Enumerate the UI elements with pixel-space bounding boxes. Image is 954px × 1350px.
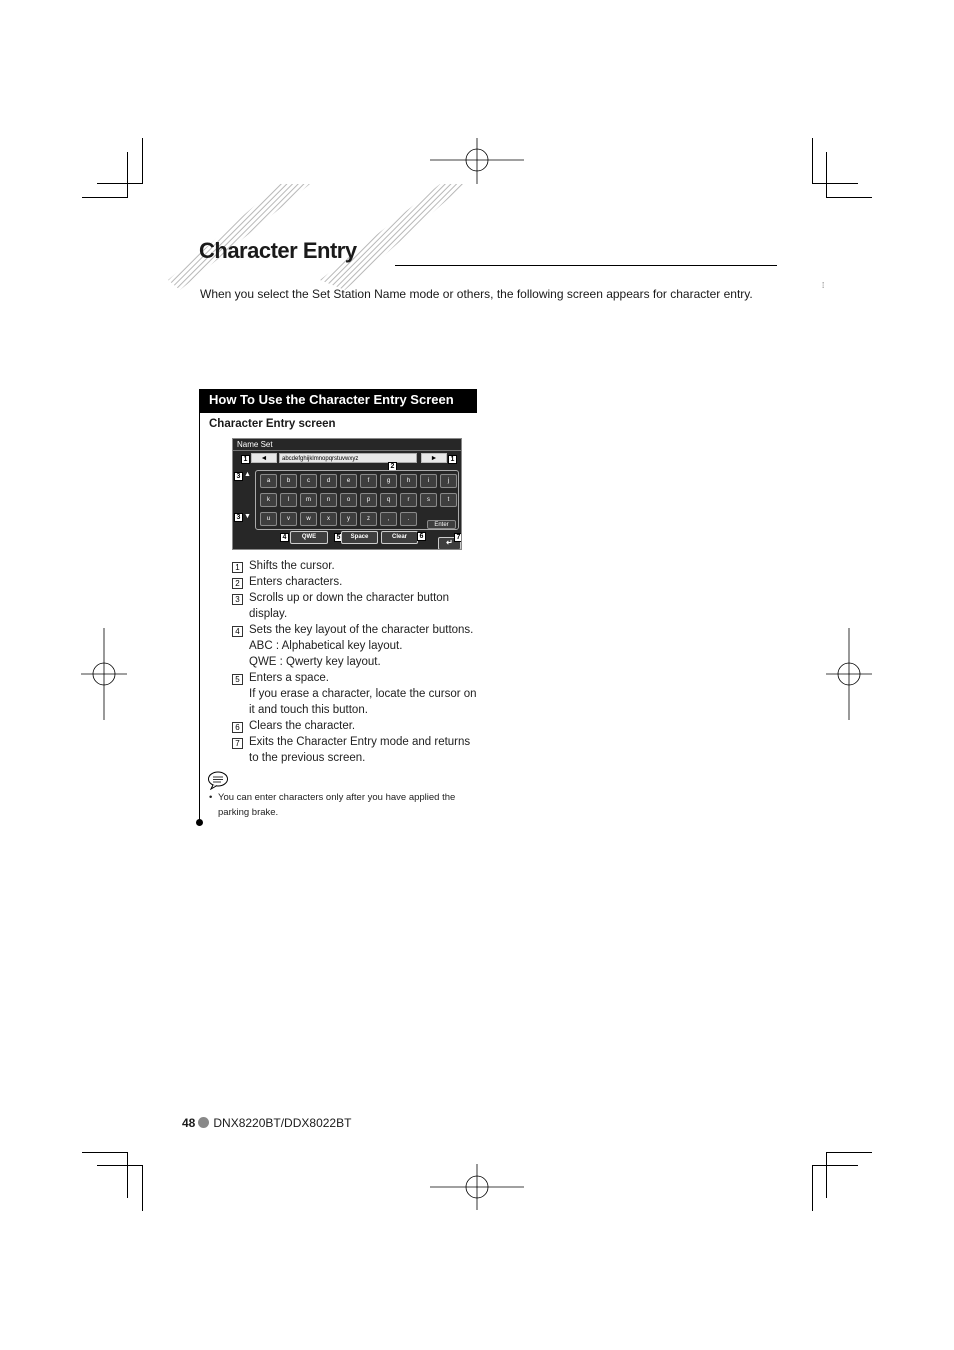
callout-4: 4 — [280, 533, 289, 542]
key-o[interactable]: o — [340, 493, 357, 507]
key-p[interactable]: p — [360, 493, 377, 507]
section-end-dot — [196, 819, 203, 826]
key-g[interactable]: g — [380, 474, 397, 488]
key-l[interactable]: l — [280, 493, 297, 507]
key-b[interactable]: b — [280, 474, 297, 488]
intro-text: When you select the Set Station Name mode or others, the following screen appears for character entry. — [200, 287, 753, 301]
key-j[interactable]: j — [440, 474, 457, 488]
screen-header-divider — [233, 450, 462, 451]
key-m[interactable]: m — [300, 493, 317, 507]
note-text-line: parking brake. — [218, 807, 279, 818]
title-rule — [395, 265, 777, 266]
cursor-left-button[interactable]: ◄ — [251, 453, 277, 463]
callout-6: 6 — [417, 532, 426, 541]
item-text: Shifts the cursor. — [249, 560, 335, 572]
screen-title: Name Set — [237, 440, 273, 449]
layout-qwe-button[interactable]: QWE — [290, 531, 328, 544]
callout-1-right: 1 — [448, 455, 457, 464]
footer-circle-icon — [198, 1117, 209, 1128]
item-text: Enters characters. — [249, 576, 343, 588]
key-x[interactable]: x — [320, 512, 337, 526]
item-number: 4 — [232, 626, 243, 637]
key-r[interactable]: r — [400, 493, 417, 507]
item-text: Exits the Character Entry mode and returns — [249, 736, 471, 748]
item-text: to the previous screen. — [249, 752, 366, 764]
key-v[interactable]: v — [280, 512, 297, 526]
note-bullet: • — [209, 792, 213, 803]
return-icon[interactable]: ↵ — [438, 537, 461, 550]
item-text: Sets the key layout of the character buttons. — [249, 624, 474, 636]
key-a[interactable]: a — [260, 474, 277, 488]
callout-2: 2 — [388, 462, 397, 471]
item-number: 5 — [232, 674, 243, 685]
item-text: Enters a space. — [249, 672, 329, 684]
enter-button[interactable]: Enter — [427, 520, 456, 529]
item-number: 1 — [232, 562, 243, 573]
item-text: Clears the character. — [249, 720, 356, 732]
item-text: ABC : Alphabetical key layout. — [249, 640, 403, 652]
item-number: 3 — [232, 594, 243, 605]
callout-1-left: 1 — [241, 455, 250, 464]
item-text: QWE : Qwerty key layout. — [249, 656, 381, 668]
key-n[interactable]: n — [320, 493, 337, 507]
key-z[interactable]: z — [360, 512, 377, 526]
key-e[interactable]: e — [340, 474, 357, 488]
page-number: 48 — [182, 1116, 196, 1130]
scroll-up-icon[interactable]: ▲ — [244, 471, 251, 478]
item-number: 6 — [232, 722, 243, 733]
margin-mark: ⁞ — [822, 281, 825, 290]
key-c[interactable]: c — [300, 474, 317, 488]
space-button[interactable]: Space — [341, 531, 378, 544]
subsection-heading: Character Entry screen — [209, 418, 336, 430]
callout-7: 7 — [454, 533, 462, 542]
model-name: DNX8220BT/DDX8022BT — [213, 1116, 352, 1130]
character-entry-screen — [232, 438, 462, 550]
key-q[interactable]: q — [380, 493, 397, 507]
item-text: display. — [249, 608, 288, 620]
clear-button[interactable]: Clear — [381, 531, 418, 544]
item-number: 7 — [232, 738, 243, 749]
key-t[interactable]: t — [440, 493, 457, 507]
registration-mark-left — [81, 628, 127, 720]
key-i[interactable]: i — [420, 474, 437, 488]
registration-mark-bottom — [430, 1164, 524, 1210]
page-footer — [182, 1116, 351, 1130]
note-icon — [207, 770, 231, 790]
key-y[interactable]: y — [340, 512, 357, 526]
page-title: Character Entry — [199, 238, 357, 263]
section-heading: How To Use the Character Entry Screen — [200, 389, 477, 413]
callout-3-up: 3 — [234, 472, 243, 481]
key-comma[interactable]: , — [380, 512, 397, 526]
key-h[interactable]: h — [400, 474, 417, 488]
registration-mark-top — [430, 138, 524, 184]
key-d[interactable]: d — [320, 474, 337, 488]
key-k[interactable]: k — [260, 493, 277, 507]
key-f[interactable]: f — [360, 474, 377, 488]
item-text: it and touch this button. — [249, 704, 368, 716]
registration-mark-right — [826, 628, 872, 720]
key-period[interactable]: . — [400, 512, 417, 526]
item-text: Scrolls up or down the character button — [249, 592, 450, 604]
cursor-right-button[interactable]: ► — [421, 453, 447, 463]
item-text: If you erase a character, locate the cursor on — [249, 688, 477, 700]
callout-5: 5 — [334, 533, 343, 542]
scroll-down-icon[interactable]: ▼ — [244, 513, 251, 520]
key-u[interactable]: u — [260, 512, 277, 526]
section-rule — [199, 389, 200, 823]
item-number: 2 — [232, 578, 243, 589]
callout-3-down: 3 — [234, 513, 243, 522]
character-keypad — [255, 470, 459, 530]
entry-text-field[interactable]: abcdefghijklmnopqrstuvwxyz — [279, 453, 417, 463]
note-text-line: You can enter characters only after you have applied the — [218, 792, 456, 803]
key-w[interactable]: w — [300, 512, 317, 526]
key-s[interactable]: s — [420, 493, 437, 507]
